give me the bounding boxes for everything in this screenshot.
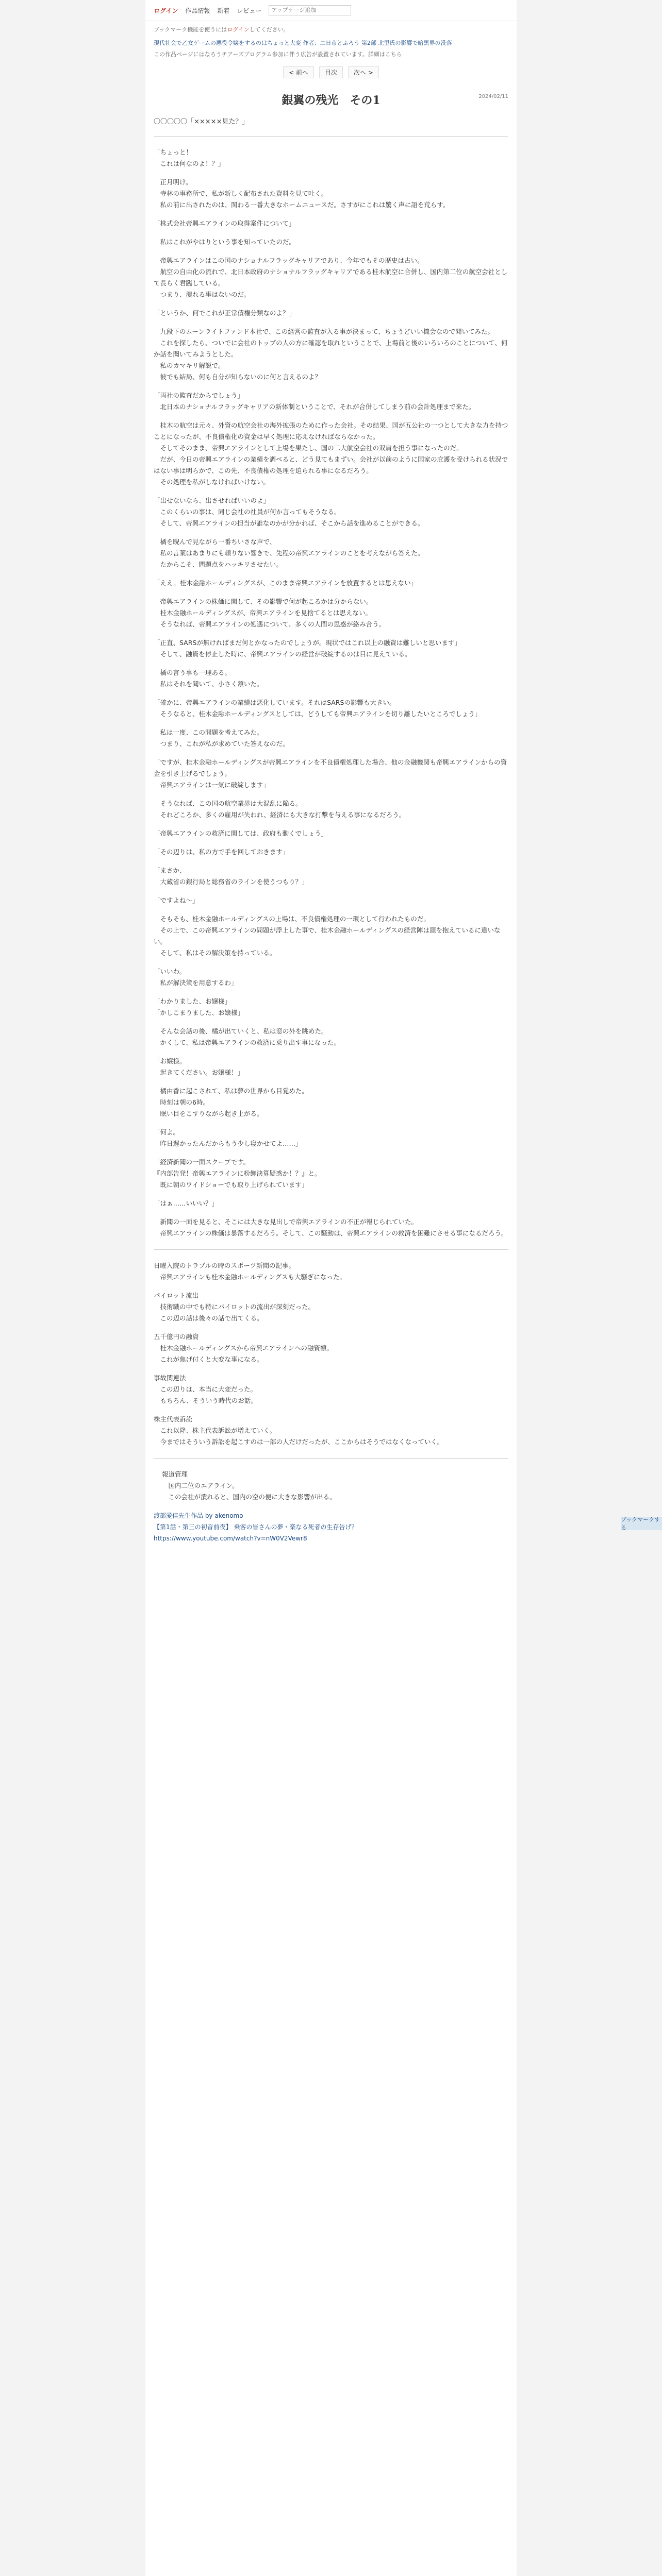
chapter-title: 銀翼の残光 その1 <box>282 94 380 107</box>
body-paragraph: 帝興エアラインの株価に関して、その影響で何が起こるかは分からない。 桂木金融ホールディングスが、帝興エアラインを見捨てるとは思えない。 そうなれば、帝興エアラインの処遇について、多くの人間の思惑が絡み合う。 <box>160 598 386 628</box>
toc-link[interactable]: 目次 <box>319 66 343 78</box>
notice-prefix: ブックマーク機能を使うには <box>154 26 227 33</box>
body-paragraph: 「わかりました、お嬢様」 「かしこまりました、お嬢様」 <box>154 997 244 1016</box>
body-paragraph: 私は一度、この問題を考えてみた。 つまり、これが私が求めていた答えなのだ。 <box>160 728 289 748</box>
search-input[interactable] <box>269 5 351 15</box>
publish-date: 2024/02/11 <box>478 94 508 99</box>
next-link[interactable]: 次へ > <box>348 66 379 78</box>
body-paragraph: 私はこれがやはりという事を知っていたのだ。 <box>154 238 296 246</box>
prev-link[interactable]: < 前へ <box>283 66 314 78</box>
body-paragraph: 橘の言う事も一理ある。 私はそれを聞いて、小さく頷いた。 <box>160 669 263 688</box>
body-paragraph: そもそも、桂木金融ホールディングスの上場は、不良債権処理の一環として行われたものだ。 その上で、この帝興エアラインの問題が浮上した事で、桂木金融ホールディングスの経営陣は頭を抱えているに違いない。 そして、私はその解決策を持っている。 <box>154 915 501 957</box>
note-paragraph: 五千億円の融資 桂木金融ホールディングスから帝興エアラインへの融資額。 これが焦げ付くと大変な事になる。 <box>154 1333 334 1363</box>
content-column <box>145 0 517 2576</box>
body-paragraph: 橘由香に起こされて、私は夢の世界から目覚めた。 時刻は朝の6時。 眠い目をこすりながら起き上がる。 <box>160 1087 308 1117</box>
body-paragraph: 「ですが、桂木金融ホールディングスが帝興エアラインを不良債権処理した場合、他の金融機関も帝興エアラインからの資金を引き上げるでしょう。 帝興エアラインは一気に破綻します」 <box>154 758 507 789</box>
body-paragraph: 「その辺りは、私の方で手を回しておきます」 <box>154 848 289 856</box>
body-paragraph: 「株式会社帝興エアラインの取得案件について」 <box>154 219 295 227</box>
body-paragraph: 帝興エアラインはこの国のナショナルフラッグキャリアであり、今年でもその歴史は古い。 航空の自由化の流れで、北日本政府のナショナルフラッグキャリアである桂木航空に合併し、国内第二位の航空会社として長らく君臨している。 つまり、潰れる事はないのだ。 <box>154 257 508 298</box>
body-paragraph: 桂木の航空は元々、外資の航空会社の海外拡張のために作った会社。その結果、国が五公社の一つとして大きな力を持つことになったが、不良債権化の資金は早く処理に応えなければならなかった。 そしてそのまま、帝興エアラインとして上場を果たし、国の二大航空会社の双肩を担う事になったのだ。 だが、今日の帝興エアラインの業績を調べると、どう見てもまずい。会社が以前のように国家の庇護を受けられる状況ではない事は明らかで、この先、不良債権の処理を迫られる事になるだろう。 その処理を私がしなければいけない。 <box>154 421 508 486</box>
notice-suffix: してください。 <box>249 26 289 33</box>
login-link[interactable]: ログイン <box>154 7 178 14</box>
author-notes <box>145 1260 517 1448</box>
body-paragraph: 「いいわ。 私が解決策を用意するわ」 <box>154 968 238 987</box>
note-paragraph: 事故関連法 この辺りは、本当に大変だった。 もちろん、そういう時代のお話。 <box>154 1374 257 1404</box>
body-paragraph: 九段下のムーンライトファンド本社で、この経営の監査が入る事が決まって、ちょうどいい機会なので聞いてみた。 これを探したら、ついでに会社のトップの人の方に確認を取れということで、上場前と後のいろいろのことについて、何か話を聞いてみようとした。 私のカマキリ解説で。 彼でも結局、何も自分が知らないのに何と言えるのよ？ <box>154 328 508 381</box>
note-paragraph: パイロット流出 技術職の中でも特にパイロットの流出が深刻だった。 この辺の話は後々の話で出てくる。 <box>154 1292 315 1322</box>
body-paragraph: 「お嬢様。 起きてください。お嬢様！」 <box>154 1057 244 1076</box>
chapter-subtitle: 〇〇〇〇〇「×××××見た？」 <box>154 118 249 126</box>
chapter-pager <box>145 66 517 78</box>
body-paragraph: 「確かに、帝興エアラインの業績は悪化しています。それはSARSの影響も大きい。 そうなると、桂木金融ホールディングスとしては、どうしても帝興エアラインを切り離したいところでしょう」 <box>154 699 482 718</box>
note-paragraph: 日曜入院のトラブルの時のスポーツ新聞の記事。 帝興エアラインも桂木金融ホールディングスも大騒ぎになった。 <box>154 1262 346 1281</box>
body-paragraph: 「出せないなら、出させればいいのよ」 このくらいの事は、同じ会社の社員が何か言ってもそうなる。 そして、帝興エアラインの担当が誰なのかが分かれば、そこから話を進めることができる。 <box>154 497 424 527</box>
footer <box>145 1469 517 1544</box>
nav-works[interactable]: 作品情報 <box>185 7 210 14</box>
login-notice <box>145 21 517 33</box>
body-paragraph: 橘を睨んで見ながら一番ちいさな声で、 私の言葉はあまりにも頼りない響きで、先程の帝興エアラインのことを考えながら答えた。 たからこそ、問題点をハッキリさせたい。 <box>160 538 424 568</box>
body-paragraph: 新聞の一面を見ると、そこには大きな見出しで帝興エアラインの不正が報じられていた。 帝興エアラインの株価は暴落するだろう。そして、この騒動は、帝興エアラインの救済を困難にさせる事になるだろう。 <box>160 1218 508 1237</box>
body-paragraph: 「何よ。 昨日遅かったんだからもう少し寝かせてよ……」 <box>154 1128 302 1147</box>
body-paragraph: 「正直、SARSが無ければまだ何とかなったのでしょうが。現状ではこれ以上の融資は難しいと思います」 そして、融資を停止した時に、帝興エアラインの経営が破綻するのは目に見えている。 <box>154 639 461 658</box>
note-paragraph: 株主代表訴訟 これ以降、株主代表訴訟が増えていく。 今まではそういう訴訟を起こすのは一部の人だけだったが、ここからはそうではなくなっていく。 <box>154 1415 444 1446</box>
footer-note: 報道管理 国内二位のエアライン。 この会社が潰れると、国内の空の便に大きな影響が出る。 <box>162 1470 336 1501</box>
body-paragraph: 「ええ。桂木金融ホールディングスが、このまま帝興エアラインを放置するとは思えない」 <box>154 579 418 587</box>
divider <box>154 1458 508 1459</box>
breadcrumb[interactable]: 現代社会で乙女ゲームの悪役令嬢をするのはちょっと大変 作者：二日市とふろう 第2部 北里氏の影響で暗黒界の没落 <box>154 40 452 46</box>
body-paragraph: 「ですよね～」 <box>154 896 199 904</box>
nav-review[interactable]: レビュー <box>237 7 262 14</box>
divider <box>154 136 508 137</box>
footer-link[interactable]: https://www.youtube.com/watch?v=nW0V2Vewr8 <box>154 1535 307 1542</box>
body-paragraph: 「ちょっと！ これは何なのよ！？」 <box>154 148 225 167</box>
nav-new[interactable]: 新着 <box>217 7 230 14</box>
body-paragraph: 「両社の監査だからでしょう」 北日本のナショナルフラッグキャリアの新体制ということで、それが合併してしまう前の会計処理まで来た。 <box>154 392 475 411</box>
body-paragraph: 「経済新聞の一面スクープです。 『内部告発！帝興エアラインに粉飾決算疑惑か！？』と。 既に朝のワイドショーでも取り上げられています」 <box>154 1158 321 1189</box>
body-paragraph: そうなれば、この国の航空業界は大混乱に陥る。 それどころか、多くの雇用が失われ、経済にも大きな打撃を与える事になるだろう。 <box>160 800 406 819</box>
chapter-body <box>145 147 517 1239</box>
footer-link[interactable]: 渡部愛佳先生作品 by akenomo <box>154 1512 243 1519</box>
body-paragraph: 「まさか、 大蔵省の銀行局と総務省のラインを使うつもり？」 <box>154 867 308 886</box>
body-paragraph: 「というか、何でこれが正常債権分類なのよ？」 <box>154 309 296 317</box>
bookmark-button[interactable]: ブックマークする <box>621 1517 662 1530</box>
divider <box>154 1249 508 1250</box>
body-paragraph: 「帝興エアラインの救済に関しては、政府も動くでしょう」 <box>154 829 328 837</box>
body-paragraph: そんな会話の後、橘が出ていくと、私は窓の外を眺めた。 かくして、私は帝興エアラインの救済に乗り出す事になった。 <box>160 1027 340 1046</box>
body-paragraph: 「はぁ……いいい？」 <box>154 1199 219 1207</box>
announcement: この作品ページにはなろうチアーズプログラム参加に伴う広告が設置されています。詳細はこちら <box>154 51 402 58</box>
body-paragraph: 正月明け。 寺林の事務所で、私が新しく配布された資料を見て吐く。 私の前に出されたのは、関わる一番大きなホームニュースだ。さすがにこれは驚く声に語を荒らす。 <box>160 178 450 209</box>
footer-link[interactable]: 【第1話・第三の初音前夜】 乗客の皆さんの夢・楽なる死者の生存告げ？ <box>154 1523 358 1531</box>
notice-login-link[interactable]: ログイン <box>227 26 250 33</box>
top-navigation <box>145 0 517 21</box>
